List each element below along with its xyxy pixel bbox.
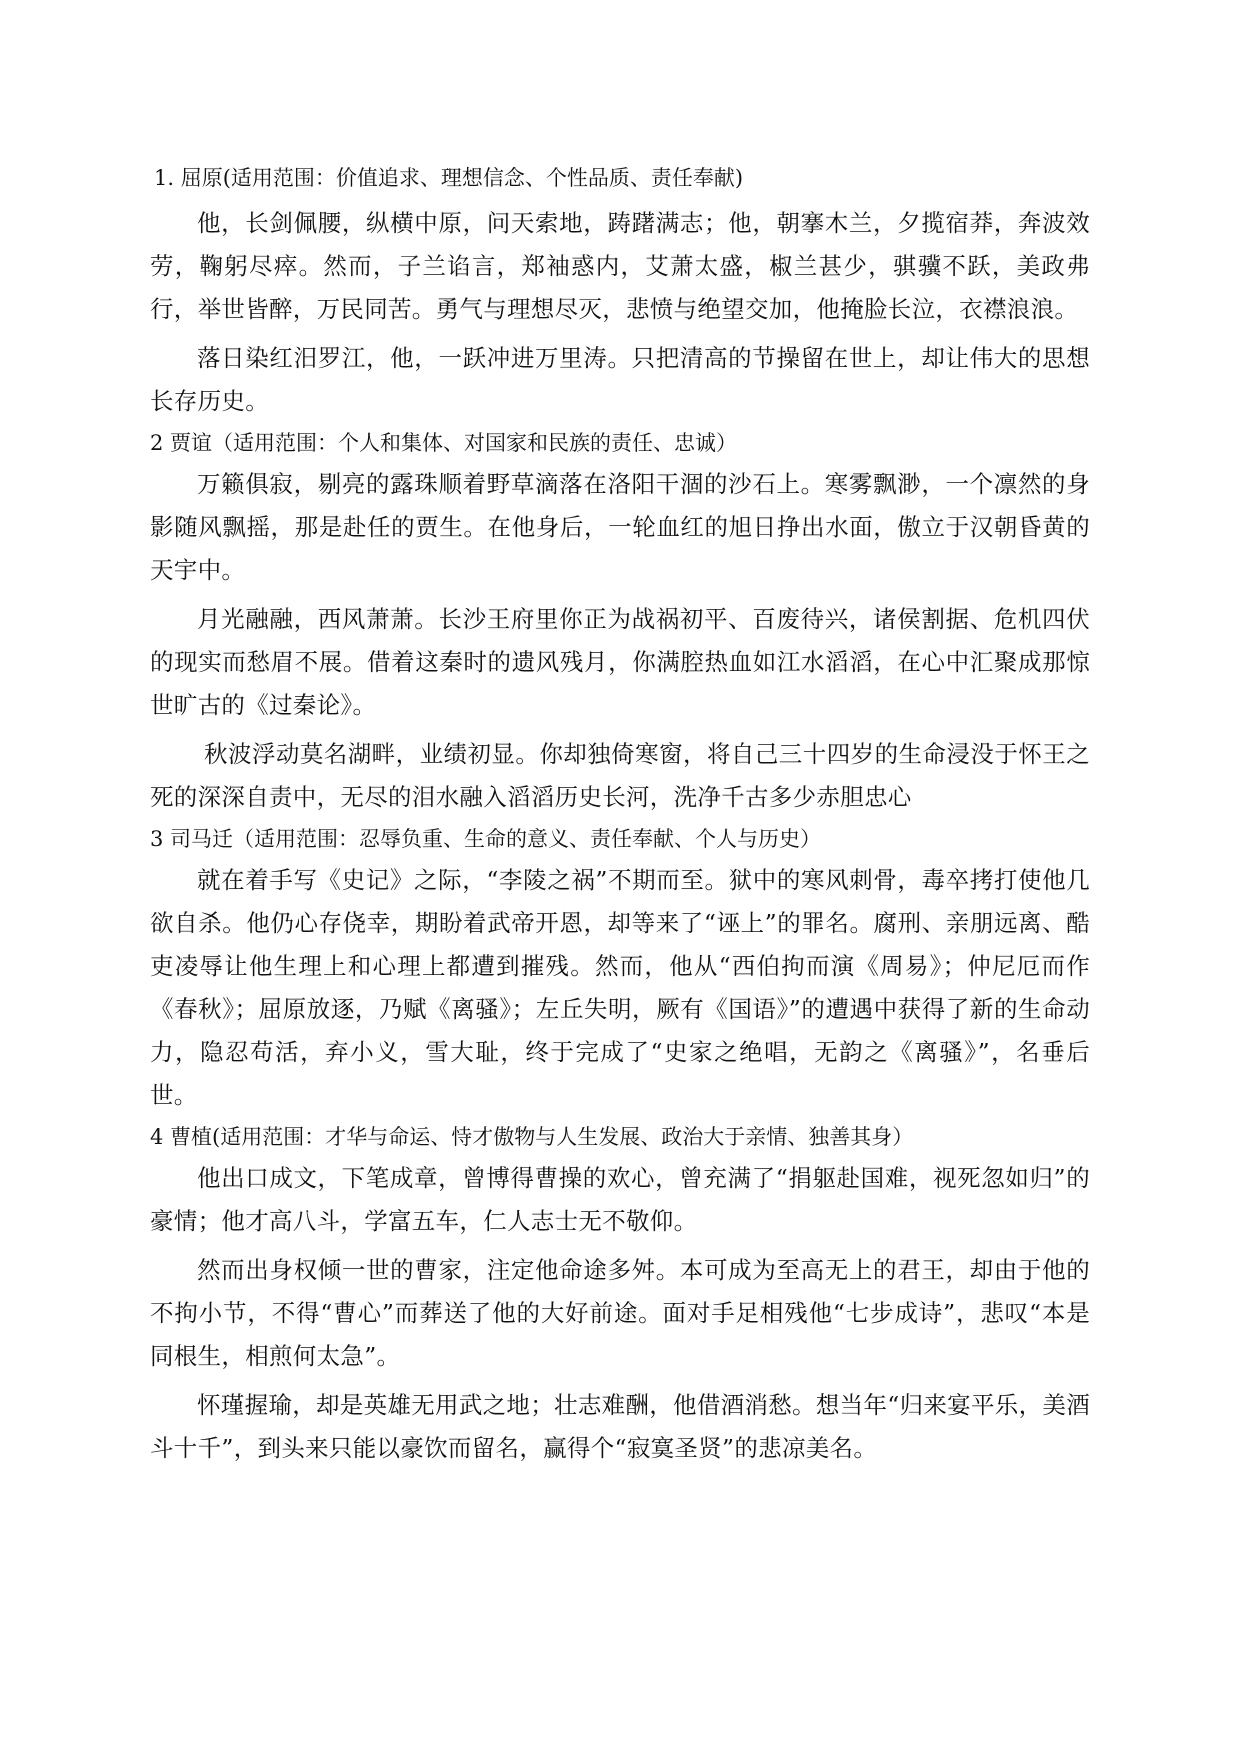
section-heading-jiayi: 2 贾谊（适用范围：个人和集体、对国家和民族的责任、忠诚） — [150, 431, 738, 455]
paragraph: 秋波浮动莫名湖畔，业绩初显。你却独倚寒窗，将自己三十四岁的生命浸没于怀王之死的深深自责中，无尽的泪水融入滔滔历史长河，洗净千古多少赤胆忠心 — [150, 740, 1090, 811]
section-heading-simaqian: 3 司马迁（适用范围：忍辱负重、生命的意义、责任奉献、个人与历史） — [150, 827, 822, 851]
paragraph: 然而出身权倾一世的曹家，注定他命途多舛。本可成为至高无上的君王，却由于他的不拘小节，不得“曹心”而葬送了他的大好前途。面对手足相残他“七步成诗”，悲叹“本是同根生，相煎何太急”。 — [150, 1256, 1090, 1370]
paragraph: 就在着手写《史记》之际，“李陵之祸”不期而至。狱中的寒风刺骨，毒卒拷打使他几欲自杀。他仍心存侥幸，期盼着武帝开恩，却等来了“诬上”的罪名。腐刑、亲朋远离、酷吏凌辱让他生理上和心理上都遭到摧残。然而，他从“西伯拘而演《周易》；仲尼厄而作《春秋》；屈原放逐，乃赋《离骚》；左丘失明，厥有《国语》”的遭遇中获得了新的生命动力，隐忍苟活，弃小义，雪大耻，终于完成了“史家之绝唱，无韵之《离骚》”，名垂后世。 — [150, 866, 1090, 1109]
paragraph: 他出口成文，下笔成章，曾博得曹操的欢心，曾充满了“捐躯赴国难，视死忽如归”的豪情；他才高八斗，学富五车，仁人志士无不敬仰。 — [150, 1164, 1090, 1235]
paragraph: 万籁俱寂，剔亮的露珠顺着野草滴落在洛阳干涸的沙石上。寒雾飘渺，一个凛然的身影随风飘摇，那是赴任的贾生。在他身后，一轮血红的旭日挣出水面，傲立于汉朝昏黄的天宇中。 — [150, 470, 1090, 584]
document-body — [150, 158, 1090, 1470]
section-heading-caozhi: 4 曹植(适用范围：才华与命运、恃才傲物与人生发展、政治大于亲情、独善其身） — [150, 1125, 914, 1149]
paragraph: 月光融融，西风萧萧。长沙王府里你正为战祸初平、百废待兴，诸侯割据、危机四伏的现实而愁眉不展。借着这秦时的遗风残月，你满腔热血如江水滔滔，在心中汇聚成那惊世旷古的《过秦论》。 — [150, 605, 1090, 719]
paragraph: 怀瑾握瑜，却是英雄无用武之地；壮志难酬，他借酒消愁。想当年“归来宴平乐，美酒斗十千”，到头来只能以豪饮而留名，赢得个“寂寞圣贤”的悲凉美名。 — [150, 1391, 1090, 1462]
paragraph: 他，长剑佩腰，纵横中原，问天索地，踌躇满志；他，朝搴木兰，夕揽宿莽，奔波效劳，鞠躬尽瘁。然而，子兰谄言，郑袖惑内，艾萧太盛，椒兰甚少，骐骥不跃，美政弗行，举世皆醉，万民同苦。勇气与理想尽灭，悲愤与绝望交加，他掩脸长泣，衣襟浪浪。 — [150, 209, 1090, 323]
paragraph: 落日染红汨罗江，他，一跃冲进万里涛。只把清高的节操留在世上，却让伟大的思想长存历史。 — [150, 344, 1090, 415]
section-heading-quyuan: 1. 屈原(适用范围：价值追求、理想信念、个性品质、责任奉献) — [154, 166, 744, 190]
